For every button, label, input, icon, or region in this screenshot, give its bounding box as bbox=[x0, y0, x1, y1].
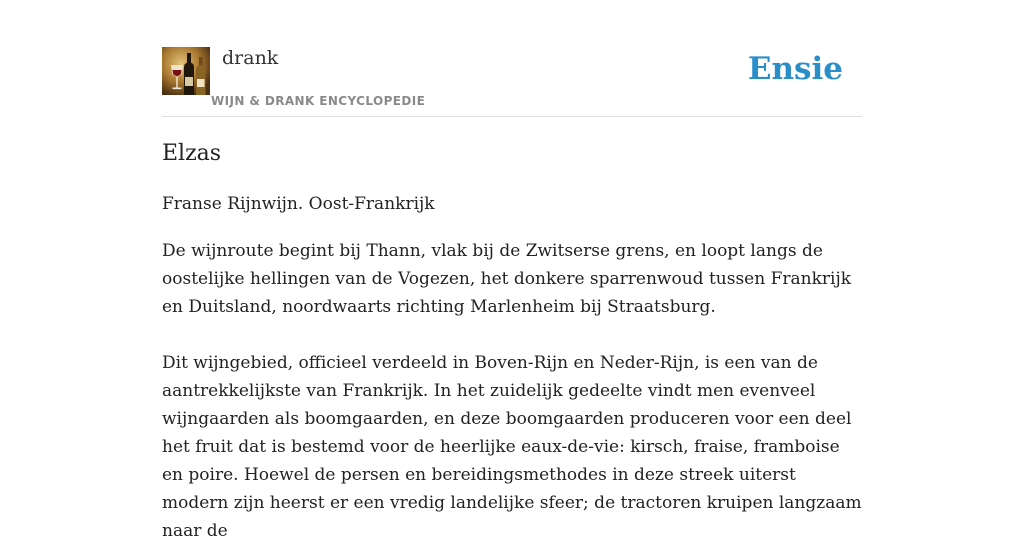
site-header bbox=[162, 0, 862, 117]
article-paragraph: De wijnroute begint bij Thann, vlak bij de Zwitserse grens, en loopt langs de oostelijke hellingen van de Vogezen, het donkere sparrenwoud tussen Frankrijk en Duitsland, noordwaarts richting Marlenheim bij Straatsburg. bbox=[162, 241, 852, 317]
site-subtitle: WIJN & DRANK ENCYCLOPEDIE bbox=[211, 94, 426, 108]
wine-bottles-icon bbox=[162, 47, 210, 95]
article-lead: Franse Rijnwijn. Oost-Frankrijk bbox=[162, 194, 435, 214]
article-paragraph: Dit wijngebied, officieel verdeeld in Boven-Rijn en Neder-Rijn, is een van de aantrekkelijkste van Frankrijk. In het zuidelijk gedeelte vindt men evenveel wijngaarden als boomgaarden, en deze boomgaarden produceren voor een deel het fruit dat is bestemd voor de heerlijke eaux-de-vie: kirsch, fraise, framboise en poire. Hoewel de persen en bereidingsmethodes in deze streek uiterst modern zijn heerst er een vredig landelijke sfeer; de tractoren kruipen langzaam naar de bbox=[162, 353, 862, 541]
brand-logo-link[interactable]: Ensie bbox=[747, 51, 843, 87]
category-avatar[interactable] bbox=[162, 47, 210, 95]
article-content bbox=[162, 138, 864, 545]
category-link[interactable]: drank bbox=[222, 47, 279, 69]
page-title: Elzas bbox=[162, 141, 222, 166]
